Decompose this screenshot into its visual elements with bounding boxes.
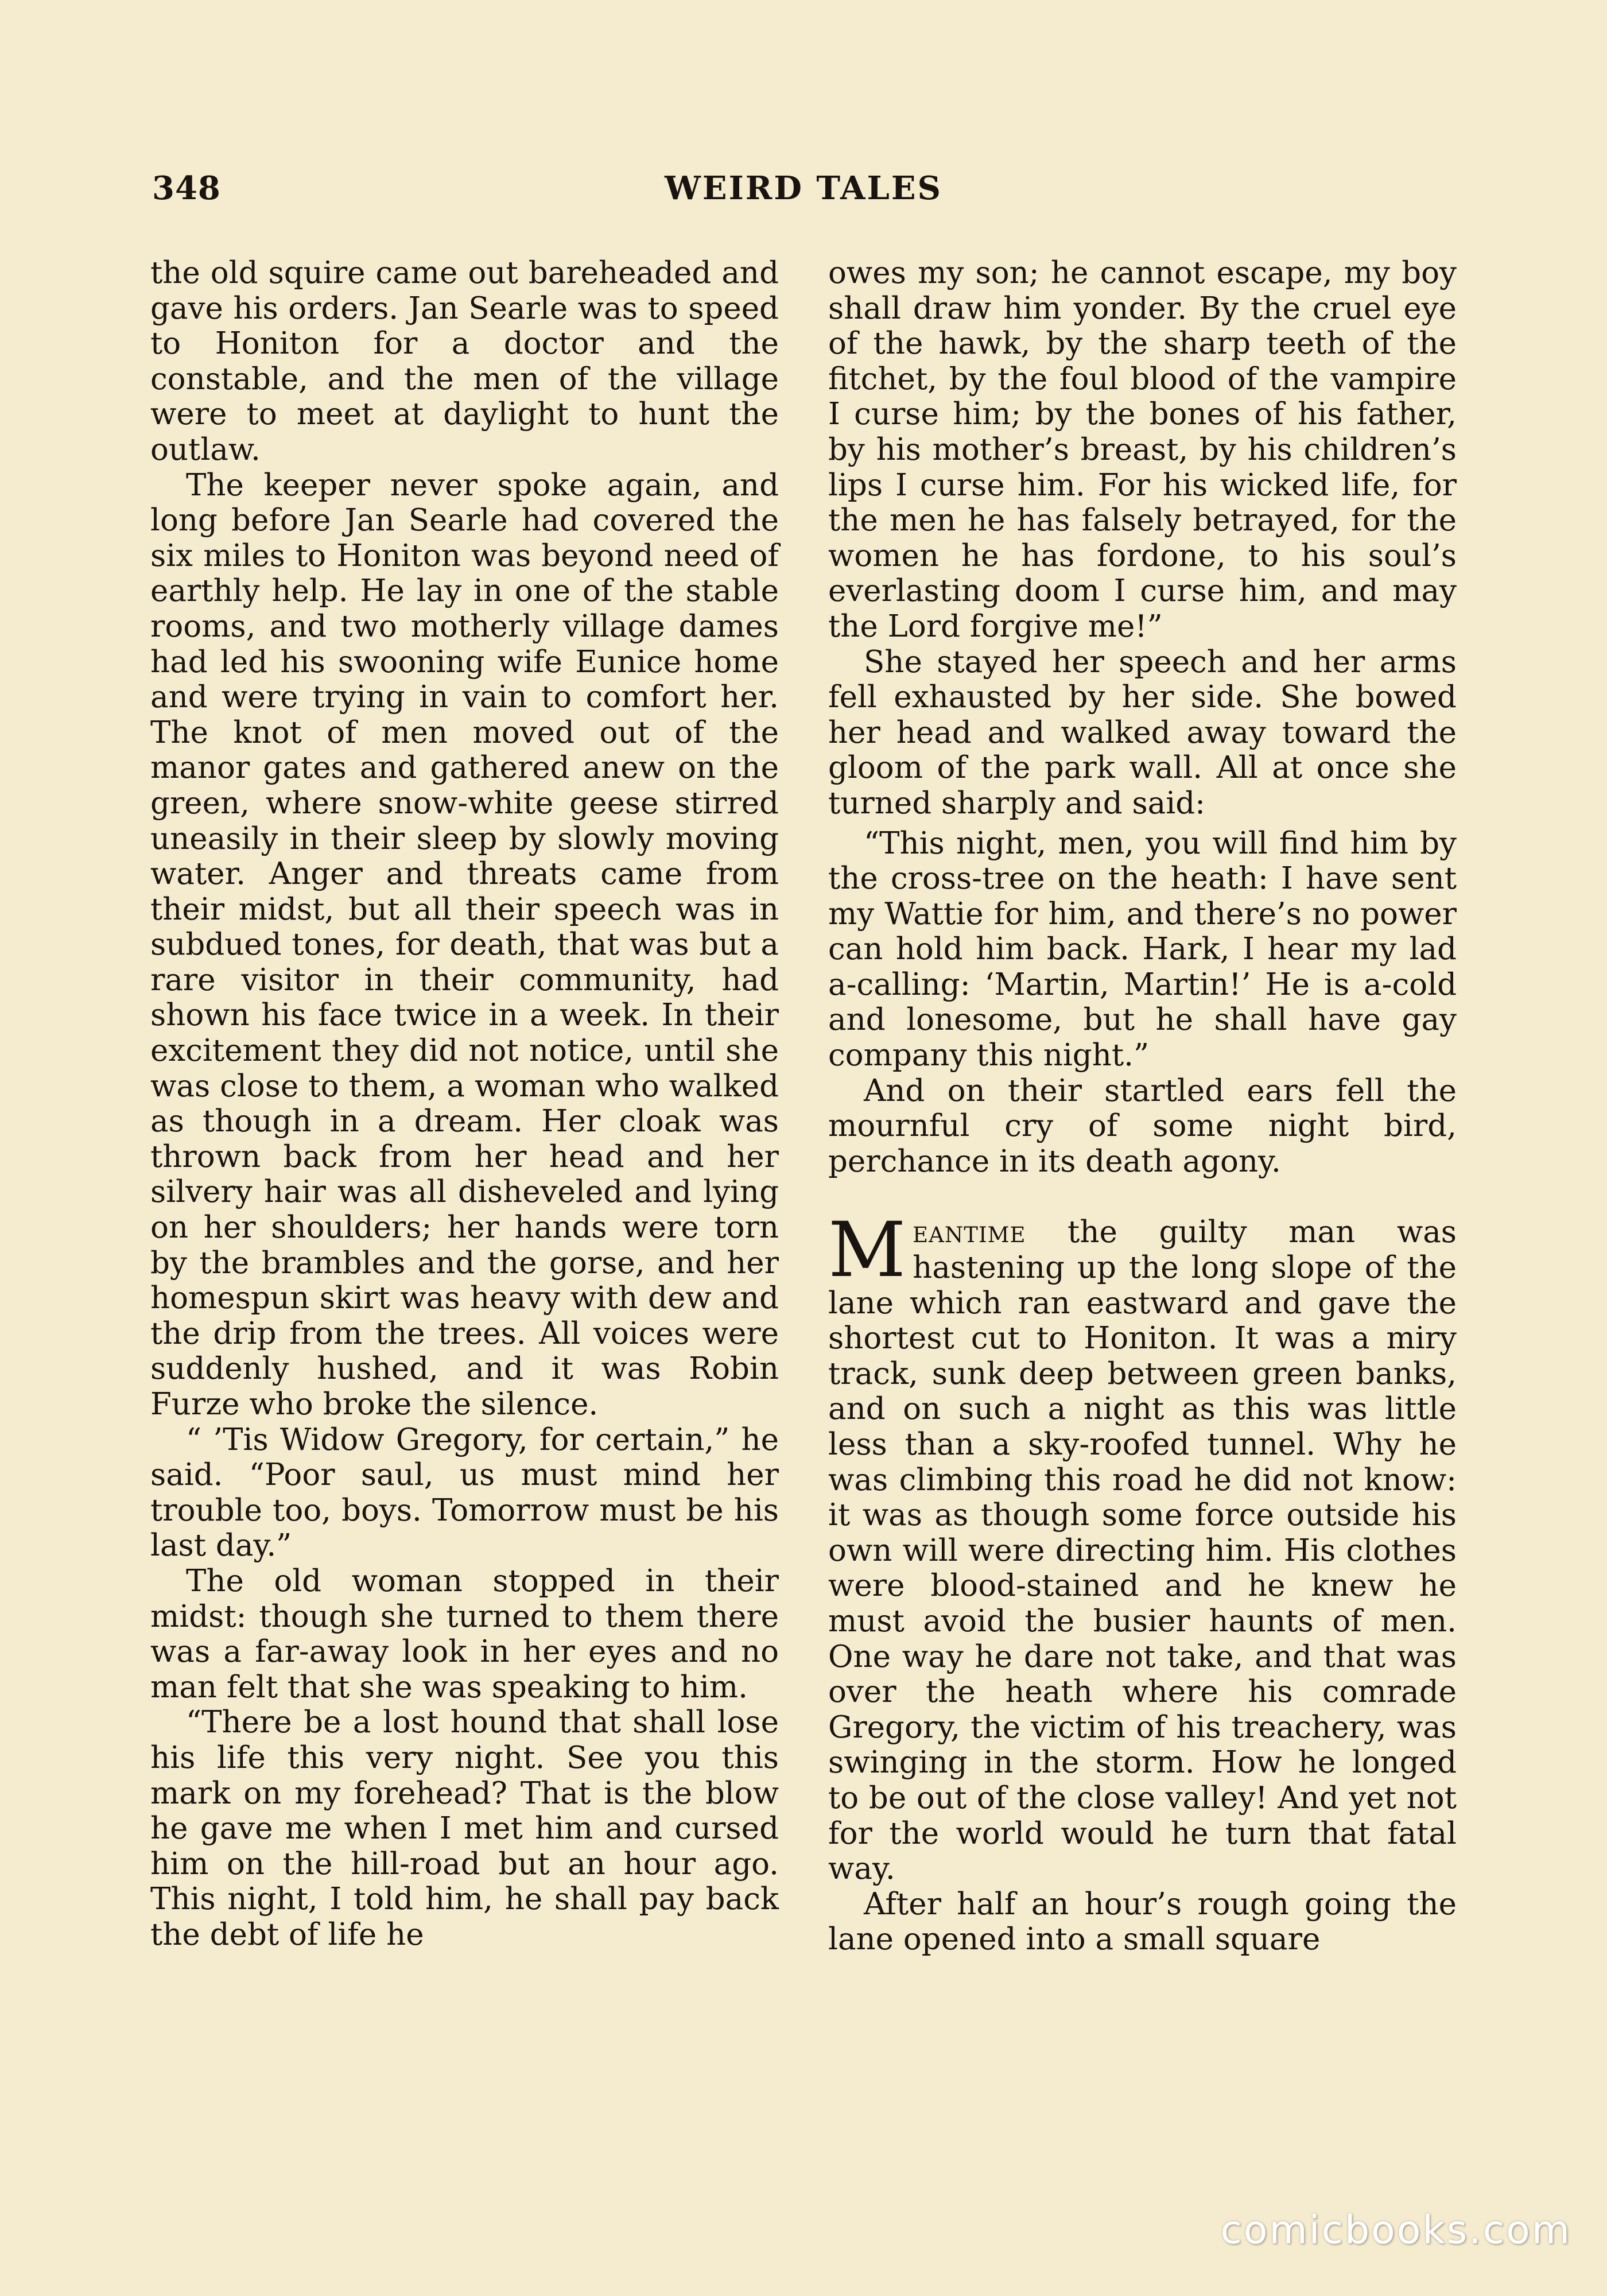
section-opening-paragraph [828, 1206, 1457, 1887]
right-column [828, 255, 1457, 1957]
paragraph: She stayed her speech and her arms fell exhausted by her side. She bowed her head and walked away toward the gloom of the park wall. All at once she turned sharply and said: [828, 644, 1457, 821]
left-column [150, 255, 779, 1953]
paragraph: owes my son; he cannot escape, my boy shall draw him yonder. By the cruel eye of the hawk, by the sharp teeth of the fitchet, by the foul blood of the vampire I curse him; by the bones of his father, by his mother’s breast, by his children’s lips I curse him. For his wicked life, for the men he has falsely betrayed, for the women he has fordone, to his soul’s everlasting doom I curse him, and may the Lord forgive me!” [828, 255, 1457, 644]
paragraph: The old woman stopped in their midst: though she turned to them there was a far-away look in her eyes and no man felt that she was speaking to him. [150, 1563, 779, 1705]
paragraph-text: the guilty man was hastening up the long slope of the lane which ran eastward and gave the shortest cut to Honiton. It was a miry track, sunk deep between green banks, and on such a night as this was little less than a sky-roofed tunnel. Why he was climbing this road he did not know: it was as though some force outside his own will were directing him. His clothes were blood-stained and he knew he must avoid the busier haunts of men. One way he dare not take, and that was over the heath where his comrade Gregory, the victim of his treachery, was swinging in the storm. How he longed to be out of the close valley! And yet not for the world would he turn that fatal way. [828, 1215, 1457, 1887]
page-header [152, 169, 1455, 215]
lead-in: eantime [913, 1215, 1026, 1250]
section-break [828, 1179, 1457, 1215]
paragraph: “There be a lost hound that shall lose his life this very night. See you this mark on my forehead? That is the blow he gave me when I met him and cursed him on the hill-road but an hour ago. This night, I told him, he shall pay back the debt of life he [150, 1705, 779, 1952]
paragraph: “This night, men, you will find him by the cross-tree on the heath: I have sent my Wattie for him, and there’s no power can hold him back. Hark, I hear my lad a-calling: ‘Martin, Martin!’ He is a-cold and lonesome, but he shall have gay company this night.” [828, 825, 1457, 1073]
paragraph: “ ’Tis Widow Gregory, for certain,” he said. “Poor saul, us must mind her trouble too, boys. Tomorrow must be his last day.” [150, 1422, 779, 1564]
drop-cap: M [828, 1206, 906, 1295]
running-title: WEIRD TALES [665, 169, 942, 207]
page-number: 348 [152, 169, 221, 207]
paragraph: And on their startled ears fell the mournful cry of some night bird, perchance in its death agony. [828, 1073, 1457, 1179]
paragraph: The keeper never spoke again, and long before Jan Searle had covered the six miles to Honiton was beyond need of earthly help. He lay in one of the stable rooms, and two motherly village dames had led his swooning wife Eunice home and were trying in vain to comfort her. The knot of men moved out of the manor gates and gathered anew on the green, where snow-white geese stirred uneasily in their sleep by slowly moving water. Anger and threats came from their midst, but all their speech was in subdued tones, for death, that was but a rare visitor in their community, had shown his face twice in a week. In their excitement they did not notice, until she was close to them, a woman who walked as though in a dream. Her cloak was thrown back from her head and her silvery hair was all disheveled and lying on her shoulders; her hands were torn by the brambles and the gorse, and her homespun skirt was heavy with dew and the drip from the trees. All voices were suddenly hushed, and it was Robin Furze who broke the silence. [150, 467, 779, 1422]
paragraph: After half an hour’s rough going the lane opened into a small square [828, 1886, 1457, 1957]
watermark: comicbooks.com [1220, 2208, 1571, 2253]
paragraph: the old squire came out bareheaded and gave his orders. Jan Searle was to speed to Honiton for a doctor and the constable, and the men of the village were to meet at daylight to hunt the outlaw. [150, 255, 779, 467]
